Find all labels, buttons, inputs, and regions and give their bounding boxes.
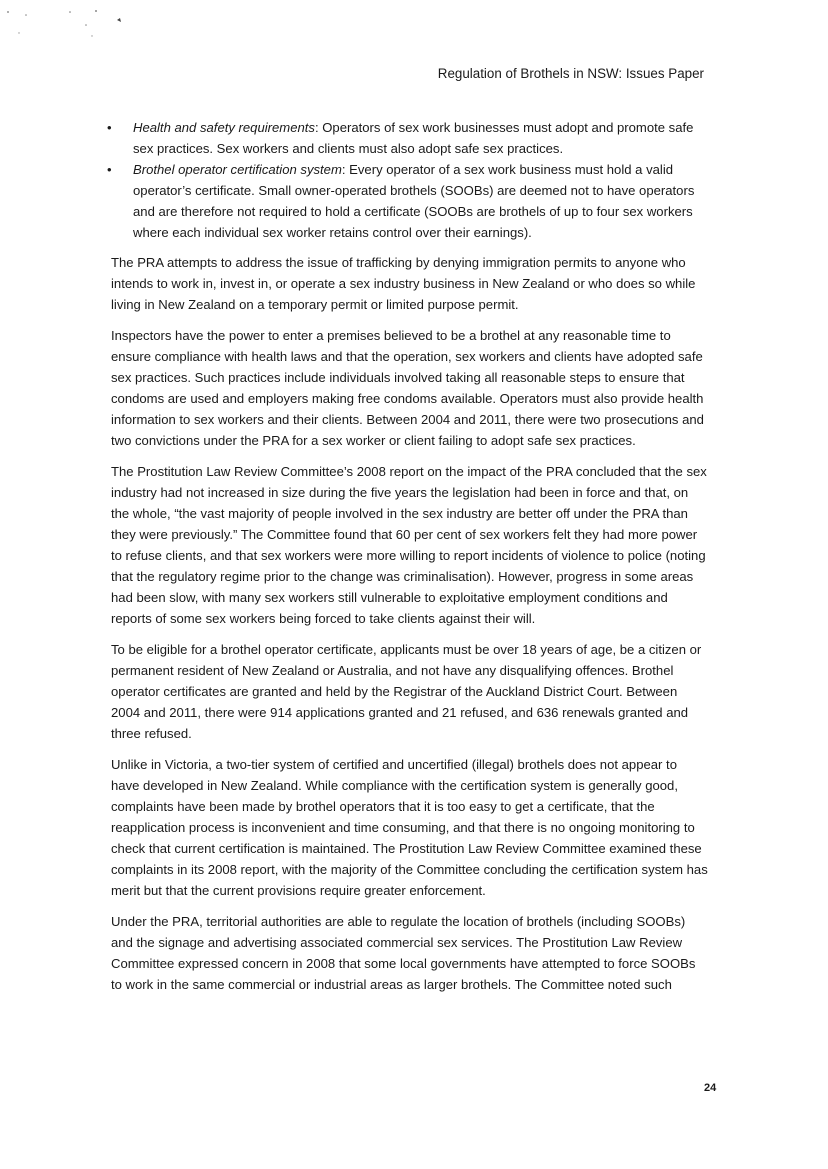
list-item	[107, 117, 708, 159]
paragraph-inspectors: Inspectors have the power to enter a premises believed to be a brothel at any reasonable time to ensure compliance with health laws and that the operation, sex workers and clients have adopted safe sex practices. Such practices include individuals involved taking all reasonable steps to ensure that condoms are used and employers making free condoms available. Operators must also provide health information to sex workers and their clients. Between 2004 and 2011, there were two prosecutions and two convictions under the PRA for a sex worker or client failing to adopt safe sex practices.	[111, 328, 704, 448]
paragraph-eligibility: To be eligible for a brothel operator certificate, applicants must be over 18 years of age, be a citizen or permanent resident of New Zealand or Australia, and not have any disqualifying offences. Brothel operator certificates are granted and held by the Registrar of the Auckland District Court. Between 2004 and 2011, there were 914 applications granted and 21 refused, and 636 renewals granted and three refused.	[111, 642, 702, 741]
bullet-term: Health and safety requirements	[133, 120, 315, 135]
paragraph-two-tier-system: Unlike in Victoria, a two-tier system of certified and uncertified (illegal) brothels does not appear to have developed in New Zealand. While compliance with the certification system is generally good, complaints have been made by brothel operators that it is too easy to get a certificate, that the reapplication process is inconvenient and time consuming, and that there is no ongoing monitoring to check that current certification is maintained. The Prostitution Law Review Committee examined these complaints in its 2008 report, with the majority of the Committee concluding the certification system has merit but that the current provisions require greater enforcement.	[111, 757, 708, 898]
paragraph-trafficking: The PRA attempts to address the issue of trafficking by denying immigration permits to anyone who intends to work in, invest in, or operate a sex industry business in New Zealand or who does so while living in New Zealand on a temporary permit or limited purpose permit.	[111, 255, 696, 312]
paragraph-review-committee: The Prostitution Law Review Committee’s 2008 report on the impact of the PRA concluded that the sex industry had not increased in size during the five years the legislation had been in force and that, on the whole, “the vast majority of people involved in the sex industry are better off under the PRA than they were previously.” The Committee found that 60 per cent of sex workers felt they had more power to refuse clients, and that sex workers were more willing to report incidents of violence to police (noting that the regulatory regime prior to the change was criminalisation). However, progress in some areas had been slow, with many sex workers still vulnerable to exploitative employment conditions and reports of some sex workers being forced to take clients against their will.	[111, 464, 707, 626]
document-body	[107, 117, 708, 1005]
scan-specks	[0, 0, 140, 50]
list-item	[107, 159, 708, 243]
bullet-list	[107, 117, 708, 243]
bullet-icon: •	[107, 120, 112, 135]
running-header: Regulation of Brothels in NSW: Issues Paper	[437, 66, 704, 81]
bullet-text: : Every operator of a sex work business must hold a valid operator’s certificate. Small owner-operated brothels (SOOBs) are deemed not to have operators and are therefore not required to hold a certificate (SOOBs are brothels of up to four sex workers where each individual sex worker retains control over their earnings).	[133, 162, 695, 240]
bullet-term: Brothel operator certification system	[133, 162, 342, 177]
bullet-text: : Operators of sex work businesses must adopt and promote safe sex practices. Sex workers and clients must also adopt safe sex practices.	[133, 120, 694, 156]
page-number: 24	[704, 1082, 717, 1094]
paragraph-territorial-authorities: Under the PRA, territorial authorities are able to regulate the location of brothels (including SOOBs) and the signage and advertising associated commercial sex services. The Prostitution Law Review Committee expressed concern in 2008 that some local governments have attempted to force SOOBs to work in the same commercial or industrial areas as larger brothels. The Committee noted such	[111, 914, 696, 992]
bullet-icon: •	[107, 162, 112, 177]
